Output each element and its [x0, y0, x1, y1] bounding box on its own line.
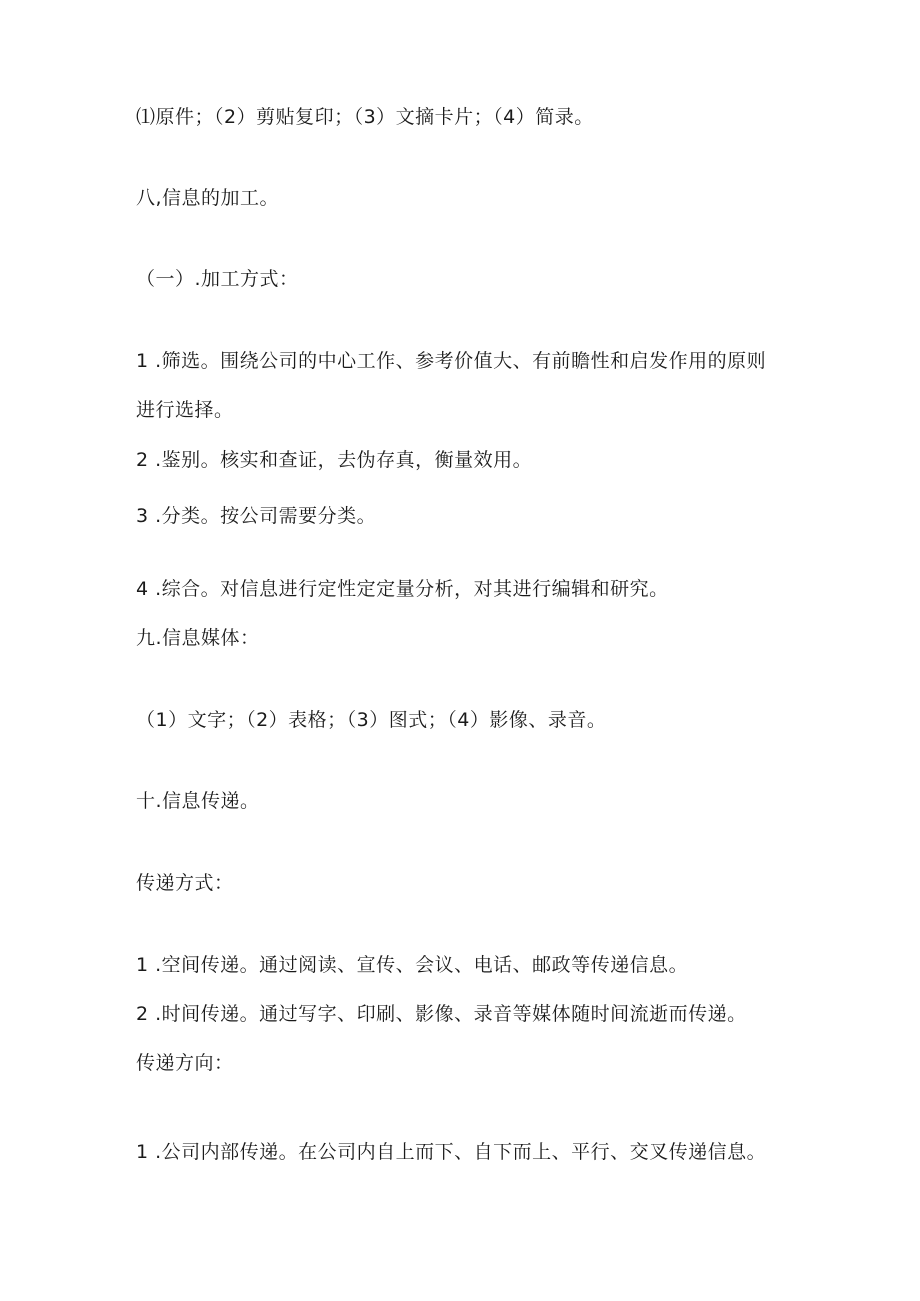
text-line-identification: 2 .鉴别。核实和查证，去伪存真，衡量效用。: [136, 449, 533, 471]
text-line-screening: 1 .筛选。围绕公司的中心工作、参考价值大、有前瞻性和启发作用的原则: [136, 350, 767, 372]
heading-section-8: 八,信息的加工。: [136, 187, 280, 209]
heading-section-10: 十.信息传递。: [136, 790, 260, 812]
text-line-media-types: （1）文字；（2）表格；（3）图式；（4）影像、录音。: [136, 709, 607, 731]
text-line-time-transmission: 2 .时间传递。通过写字、印刷、影像、录音等媒体随时间流逝而传递。: [136, 1003, 747, 1025]
text-line-internal-transmission: 1 .公司内部传递。在公司内自上而下、自下而上、平行、交叉传递信息。: [136, 1141, 767, 1163]
text-line-space-transmission: 1 .空间传递。通过阅读、宣传、会议、电话、邮政等传递信息。: [136, 954, 689, 976]
heading-processing-methods: （一）.加工方式：: [136, 268, 299, 290]
heading-section-9: 九.信息媒体：: [136, 627, 260, 649]
text-line-screening-cont: 进行选择。: [136, 399, 234, 421]
text-line-synthesis: 4 .综合。对信息进行定性定定量分析，对其进行编辑和研究。: [136, 578, 669, 600]
text-line-classification: 3 .分类。按公司需要分类。: [136, 505, 377, 527]
heading-transmission-direction: 传递方向：: [136, 1052, 234, 1074]
heading-transmission-methods: 传递方式：: [136, 872, 234, 894]
text-line-collection-forms: ⑴原件；（2）剪贴复印；（3）文摘卡片；（4）简录。: [136, 106, 594, 128]
